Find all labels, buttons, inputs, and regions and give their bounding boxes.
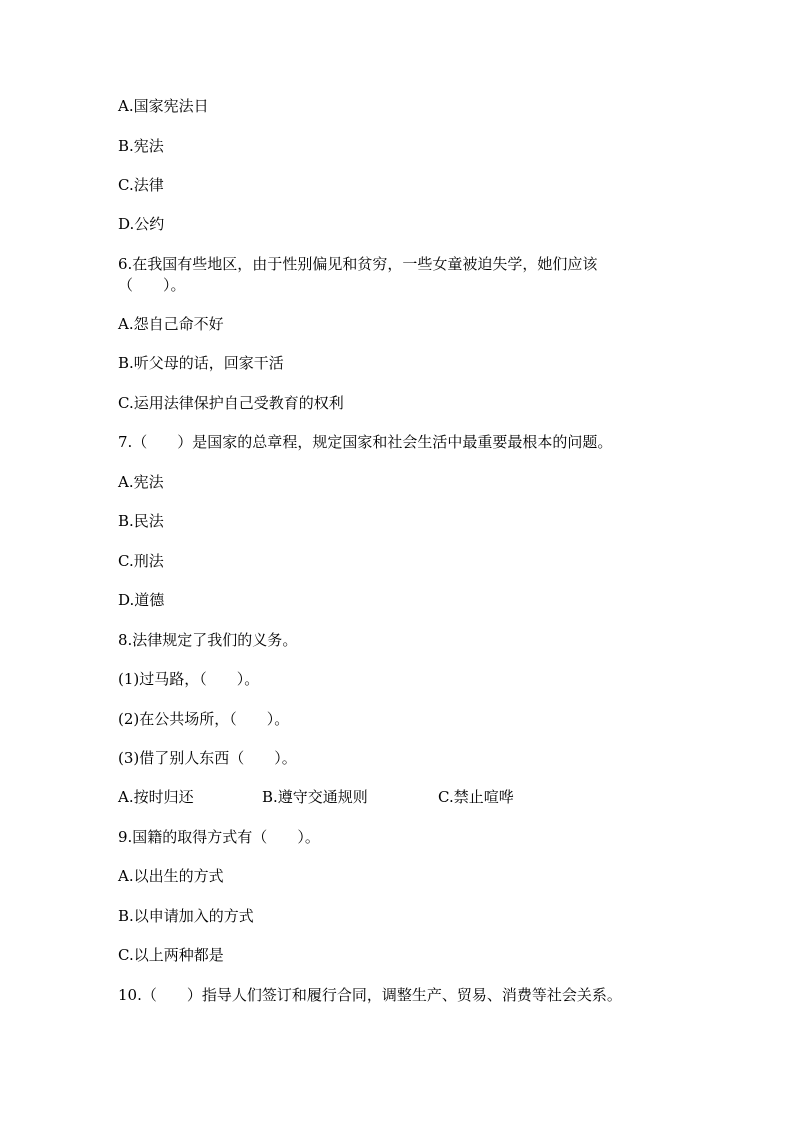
q6-stem-continued: （ ）。 xyxy=(118,276,186,294)
q7-option-a: A.宪法 xyxy=(118,473,164,491)
q8-option-b: B.遵守交通规则 xyxy=(262,788,368,806)
q6-option-a: A.怨自己命不好 xyxy=(118,315,224,333)
q7-stem: 7.（ ）是国家的总章程，规定国家和社会生活中最重要最根本的问题。 xyxy=(118,433,613,451)
q9-option-a: A.以出生的方式 xyxy=(118,867,224,885)
q6-option-c: C.运用法律保护自己受教育的权利 xyxy=(118,394,344,412)
q7-option-b: B.民法 xyxy=(118,512,164,530)
q8-sub-3: (3)借了别人东西（ ）。 xyxy=(118,749,297,767)
q5-option-a: A.国家宪法日 xyxy=(118,97,209,115)
q7-option-d: D.道德 xyxy=(118,591,165,609)
q8-sub-2: (2)在公共场所，（ ）。 xyxy=(118,710,290,728)
q5-option-b: B.宪法 xyxy=(118,137,164,155)
q10-stem: 10.（ ）指导人们签订和履行合同，调整生产、贸易、消费等社会关系。 xyxy=(118,986,622,1004)
q8-options-row xyxy=(118,787,718,807)
q8-option-a: A.按时归还 xyxy=(118,788,194,806)
q6-option-b: B.听父母的话，回家干活 xyxy=(118,354,284,372)
q6-stem: 6.在我国有些地区，由于性别偏见和贫穷，一些女童被迫失学，她们应该 xyxy=(118,255,598,273)
q8-sub-1: (1)过马路，（ ）。 xyxy=(118,670,260,688)
q8-stem: 8.法律规定了我们的义务。 xyxy=(118,631,298,649)
q9-stem: 9.国籍的取得方式有（ ）。 xyxy=(118,828,320,846)
q5-option-d: D.公约 xyxy=(118,215,165,233)
q8-option-c: C.禁止喧哗 xyxy=(438,788,514,806)
q5-option-c: C.法律 xyxy=(118,176,164,194)
q9-option-b: B.以申请加入的方式 xyxy=(118,907,254,925)
q7-option-c: C.刑法 xyxy=(118,552,164,570)
q9-option-c: C.以上两种都是 xyxy=(118,946,224,964)
